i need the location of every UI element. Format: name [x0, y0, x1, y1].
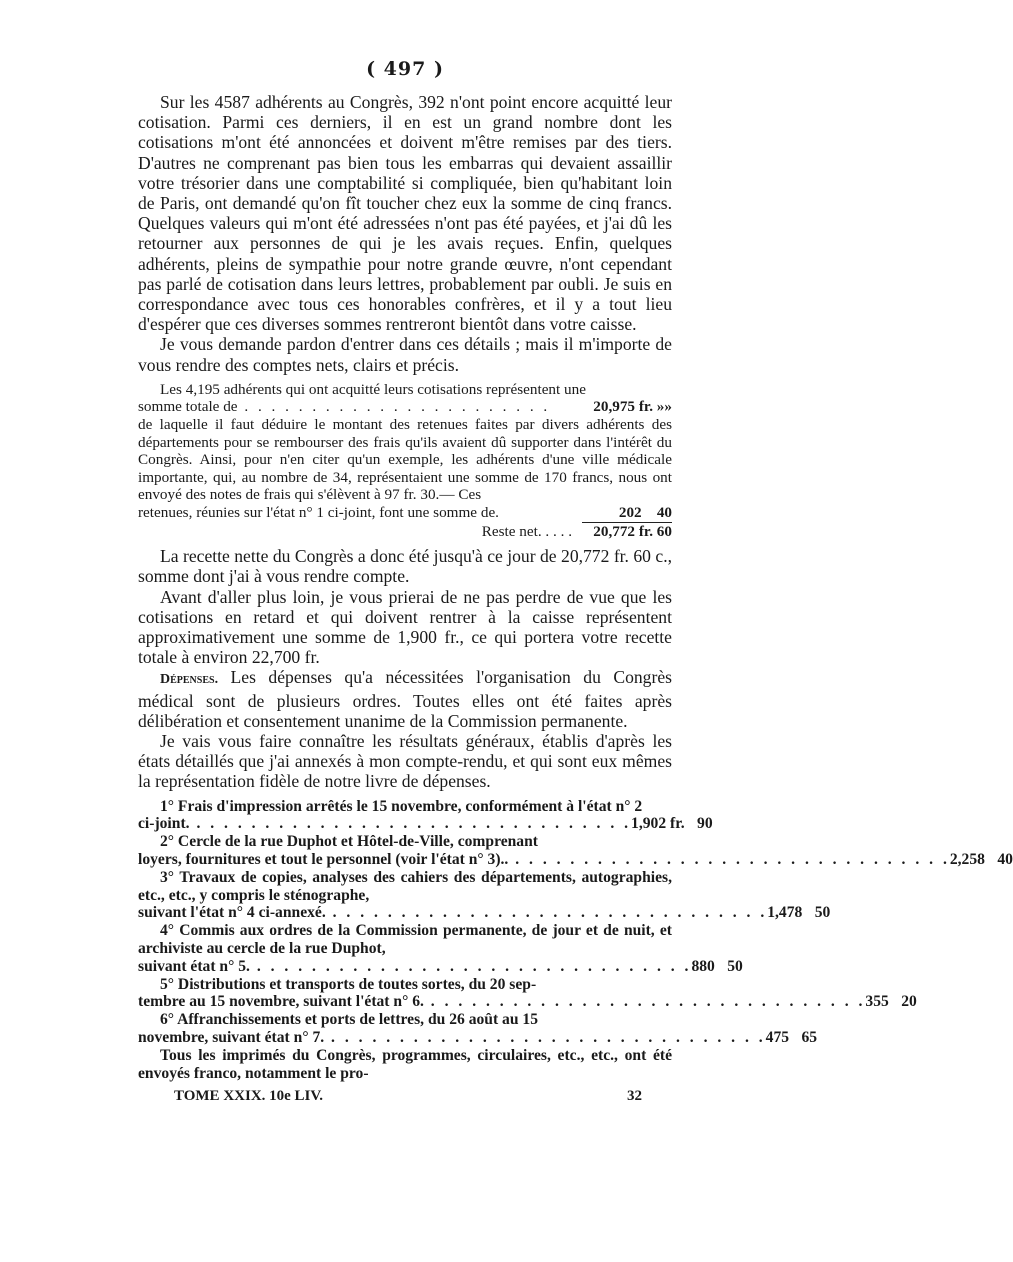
expense-amount: 1,902 fr. 90 — [631, 815, 713, 833]
page-number: ( 497 ) — [366, 58, 444, 80]
receipts-intro: Les 4,195 adhérents qui ont acquitté leurs cotisations représentent une — [160, 380, 586, 398]
expense-description: 1° Frais d'impression arrêtés le 15 novembre, conformément à l'état n° 2 — [160, 797, 643, 815]
net-amount: 20,772 fr. 60 — [593, 522, 672, 540]
expense-description-end: loyers, fournitures et tout le personnel (voir l'état n° 3).. — [138, 851, 509, 869]
paragraph-adherents: Sur les 4587 adhérents au Congrès, 392 n'ont point encore acquitté leur cotisation. Parmi ces derniers, il en est un grand nombre dont les cotisations m'ont été annoncées et doivent m'être remises par des tiers. D'autres ne comprenant pas bien tous les embarras qui devaient assaillir votre trésorier dans une comptabilité si compliquée, bien qu'habitant loin de Paris, ont demandé qu'on fît toucher chez eux la somme de cinq francs. Quelques valeurs qui m'ont été adressées n'ont pas été payées, et j'ai dû les retourner aux personnes de qui je les avais reçues. Enfin, quelques adhérents, pleins de sympathie pour notre grande œuvre, n'ont cependant pas parlé de cotisation dans leurs lettres, probablement par oubli. Je suis en correspondance avec tous ces honorables confrères, et il y a tout lieu d'espérer que ces diverses sommes rentreront bientôt dans votre caisse. — [138, 92, 672, 335]
net-row — [138, 523, 672, 541]
paragraph-expenses-intro — [138, 667, 672, 731]
expense-amount: 355 20 — [865, 993, 917, 1011]
paragraph-results: Je vais vous faire connaître les résultats généraux, établis d'après les états détaillés que j'ai annexés à mon compte-rendu, et qui sont eux mêmes la représentation fidèle de notre livre de dépenses. — [138, 731, 672, 792]
expense-item: 4° Commis aux ordres de la Commission permanente, de jour et de nuit, et archiviste au cercle de la rue Duphot, suivant état n° 5. . . . . . . . . . . . . . . . . . . . . . . . . . . . . . . . . 880 50 — [138, 922, 743, 975]
net-label: Reste net. . . . . — [481, 522, 572, 540]
expense-description: 2° Cercle de la rue Duphot et Hôtel-de-Ville, comprenant — [160, 833, 538, 851]
expense-item: 6° Affranchissements et ports de lettres, du 26 août au 15 novembre, suivant état n° 7. . . . . . . . . . . . . . . . . . . . . . . . . . . . . . . . . 475 65 — [138, 1011, 818, 1046]
receipts-total-label: somme totale de — [138, 398, 238, 416]
paragraph-net-receipts: La recette nette du Congrès a donc été jusqu'à ce jour de 20,772 fr. 60 c., somme dont j'ai à vous rendre compte. — [138, 546, 672, 587]
footer-signature: 32 — [627, 1088, 642, 1105]
receipts-deductions: de laquelle il faut déduire le montant des retenues faites par divers adhérents des départements pour se rembourser des frais qu'ils avaient dû supporter dans l'intérêt du Congrès. Ainsi, pour n'en citer qu'un exemple, les adhérents d'une ville médicale importante, qui, au nombre de 34, représentaient une somme de 170 francs, nous ont envoyé des notes de frais qui s'élèvent à 97 fr. 30.— Ces — [138, 416, 672, 504]
receipts-total-row: somme totale de . . . . . . . . . . . . . . . . . . . . . . . 20,975 fr. »» — [138, 398, 672, 416]
expenses-intro-text: Les dépenses qu'a nécessitées l'organisation du Congrès médical sont de plusieurs ordres. Toutes elles ont été faites après délibération et consentement unanime de la Commission permanente. — [138, 667, 672, 731]
deductions-row — [138, 504, 672, 523]
expense-item: 2° Cercle de la rue Duphot et Hôtel-de-Ville, comprenant loyers, fournitures et tout le personnel (voir l'état n° 3).. . . . . . . . . . . . . . . . . . . . . . . . . . . . . . . . . 2,258 40 — [138, 833, 1013, 869]
expenses-heading: Dépenses. — [160, 672, 219, 688]
footer-volume: TOME XXIX. 10e LIV. — [174, 1088, 324, 1105]
expense-description-end: suivant état n° 5. — [138, 957, 250, 975]
receipts-total-amount: 20,975 fr. »» — [593, 398, 672, 416]
expenses-list — [138, 797, 1013, 1047]
expense-amount: 475 65 — [765, 1028, 818, 1046]
expense-description-end: suivant l'état n° 4 ci-annexé. — [138, 904, 326, 922]
expense-item: 1° Frais d'impression arrêtés le 15 novembre, conformément à l'état n° 2 ci-joint. . . . . . . . . . . . . . . . . . . . . . . . . . . . . . . . . 1,902 fr. 90 — [138, 797, 713, 833]
expense-description: 3° Travaux de copies, analyses des cahiers des départements, autographies, etc., etc., y compris le sténographe, — [138, 868, 672, 904]
expense-description: 5° Distributions et transports de toutes sortes, du 20 sep- — [160, 975, 537, 993]
page — [138, 58, 1013, 1105]
expense-amount: 2,258 40 — [949, 851, 1013, 869]
expense-description: 6° Affranchissements et ports de lettres, du 26 août au 15 — [160, 1011, 539, 1029]
expense-item: 5° Distributions et transports de toutes sortes, du 20 sep- tembre au 15 novembre, suivant l'état n° 6. . . . . . . . . . . . . . . . . . . . . . . . . . . . . . . . . 355 20 — [138, 975, 917, 1011]
deductions-amount: 202 40 — [582, 504, 672, 523]
deductions-label: retenues, réunies sur l'état n° 1 ci-joint, font une somme de. — [138, 504, 499, 521]
expense-item: 3° Travaux de copies, analyses des cahiers des départements, autographies, etc., etc., y compris le sténographe, suivant l'état n° 4 ci-annexé. . . . . . . . . . . . . . . . . . . . . . . . . . . . . . . . . 1,478 50 — [138, 868, 831, 922]
expense-description-end: ci-joint. — [138, 815, 190, 833]
paragraph-outstanding: Avant d'aller plus loin, je vous prierai de ne pas perdre de vue que les cotisations en retard et qui doivent rentrer à la caisse représentent approximativement une somme de 1,900 fr., ce qui portera votre recette totale à environ 22,700 fr. — [138, 586, 672, 668]
closing-text: Tous les imprimés du Congrès, programmes, circulaires, etc., etc., ont été envoyés franco, notamment le pro- — [138, 1046, 672, 1082]
expense-description-end: tembre au 15 novembre, suivant l'état n° 6. — [138, 993, 424, 1011]
expense-amount: 880 50 — [691, 957, 743, 975]
expense-description: 4° Commis aux ordres de la Commission permanente, de jour et de nuit, et archiviste au cercle de la rue Duphot, — [138, 922, 672, 957]
paragraph-details: Je vous demande pardon d'entrer dans ces détails ; mais il m'importe de vous rendre des comptes nets, clairs et précis. — [138, 334, 672, 375]
expense-amount: 1,478 50 — [767, 904, 831, 922]
page-footer — [138, 1088, 672, 1105]
expense-description-end: novembre, suivant état n° 7. — [138, 1028, 325, 1046]
